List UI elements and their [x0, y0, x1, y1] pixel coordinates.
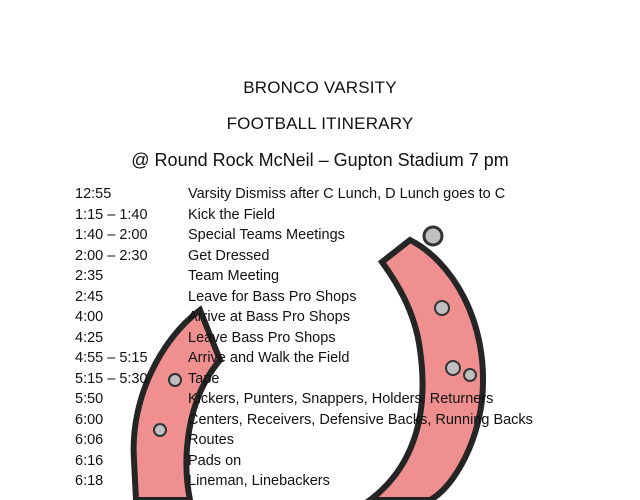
schedule-event: Special Teams Meetings: [188, 227, 345, 244]
schedule-event: Team Meeting: [188, 268, 280, 285]
schedule-time: 4:25: [75, 329, 104, 346]
schedule-row: [75, 266, 533, 287]
schedule-event: Varsity Dismiss after C Lunch, D Lunch goes to C: [188, 186, 506, 203]
schedule-event: Kick the Field: [188, 206, 276, 223]
schedule-time: 6:18: [75, 473, 104, 490]
schedule-event: Leave Bass Pro Shops: [188, 329, 336, 346]
schedule-event: Get Dressed: [188, 247, 270, 264]
schedule-row: [75, 389, 533, 410]
schedule-time: 6:00: [75, 411, 104, 428]
schedule-row: [75, 184, 533, 205]
venue-line: @ Round Rock McNeil – Gupton Stadium 7 pm: [131, 150, 509, 170]
schedule-event: Centers, Receivers, Defensive Backs, Running Backs: [188, 411, 533, 428]
schedule-row: [75, 205, 533, 226]
schedule-time: 4:00: [75, 309, 104, 326]
schedule-event: Arrive and Walk the Field: [188, 350, 350, 367]
schedule-row: [75, 471, 533, 492]
schedule-row: [75, 430, 533, 451]
schedule-time: 2:35: [75, 268, 104, 285]
schedule-event: Routes: [188, 432, 234, 449]
schedule-event: Arrive at Bass Pro Shops: [188, 309, 350, 326]
schedule-time: 5:15 – 5:30: [75, 370, 148, 387]
schedule-row: [75, 451, 533, 472]
title-line-1: BRONCO VARSITY: [243, 78, 397, 97]
schedule-time: 5:50: [75, 391, 104, 408]
schedule-row: [75, 307, 533, 328]
schedule-event: Tape: [188, 370, 220, 387]
schedule-event: Lineman, Linebackers: [188, 473, 330, 490]
title-line-2: FOOTBALL ITINERARY: [226, 114, 414, 133]
schedule-time: 6:16: [75, 452, 104, 469]
schedule-time: 6:06: [75, 432, 104, 449]
schedule-time: 4:55 – 5:15: [75, 350, 148, 367]
schedule-row: [75, 328, 533, 349]
schedule-time: 1:15 – 1:40: [75, 206, 148, 223]
schedule-event: Kickers, Punters, Snappers, Holders, Returners: [188, 391, 494, 408]
schedule-row: [75, 348, 533, 369]
schedule-row: [75, 225, 533, 246]
schedule-row: [75, 369, 533, 390]
schedule-row: [75, 287, 533, 308]
schedule-time: 2:45: [75, 288, 104, 305]
schedule-time: 12:55: [75, 186, 112, 203]
schedule-row: [75, 410, 533, 431]
schedule-event: Leave for Bass Pro Shops: [188, 288, 357, 305]
schedule-time: 1:40 – 2:00: [75, 227, 148, 244]
schedule-time: 2:00 – 2:30: [75, 247, 148, 264]
schedule-list: [75, 184, 533, 492]
schedule-event: Pads on: [188, 452, 242, 469]
schedule-row: [75, 246, 533, 267]
